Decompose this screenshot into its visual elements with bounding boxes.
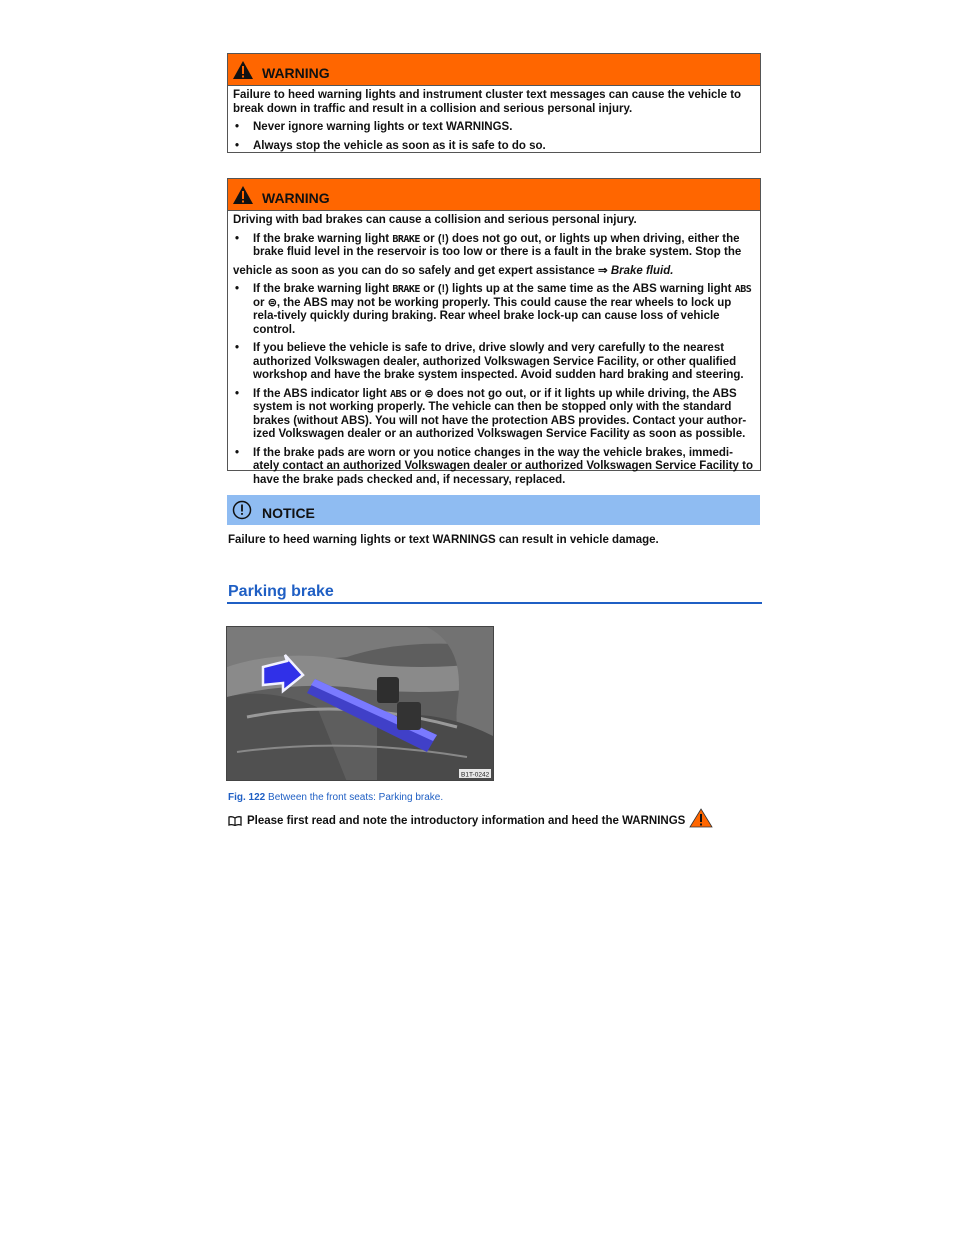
warning-title: WARNING	[262, 64, 330, 81]
warning-triangle-icon[interactable]	[689, 808, 713, 828]
list-item: • If you believe the vehicle is safe to drive, drive slowly and very carefully to the nearest authorized Volkswagen dealer, authorized Volkswagen Service Facility, or other qualified workshop and have the brake system inspected. Avoid sudden hard braking and steering.	[235, 342, 744, 381]
list-item: • If the ABS indicator light ABS or ⊜ does not go out, or if it lights up while driving, the ABS system is not working properly. The vehicle can then be stopped only with the standard brakes (without ABS). You will not have the protection ABS provides. Contact your author-ized Volkswagen dealer or an authorized Volkswagen Service Facility as soon as possible.	[235, 387, 747, 440]
notice-text: Failure to heed warning lights or text WARNINGS can result in vehicle damage.	[228, 534, 659, 546]
warning-title: WARNING	[262, 189, 330, 206]
brake-fluid-link[interactable]: Brake fluid.	[610, 264, 674, 277]
warning-continuation: vehicle as soon as you can do so safely and get expert assistance ⇒ Brake fluid.	[233, 264, 674, 277]
warning-intro: Driving with bad brakes can cause a collision and serious personal injury.	[233, 214, 637, 226]
warning-box-2	[227, 178, 761, 486]
list-item: • Always stop the vehicle as soon as it is safe to do so.	[235, 139, 546, 152]
warning-box-1	[227, 53, 761, 153]
figure-caption: Fig. 122 Between the front seats: Parking brake.	[228, 792, 444, 803]
abs-circle-icon: ⊜	[267, 296, 277, 309]
reference-arrow-icon: ⇒	[597, 264, 608, 277]
notice-header	[227, 495, 760, 525]
abs-circle-icon: ⊜	[424, 387, 434, 400]
list-item: • If the brake warning light BRAKE or (!) does not go out, or lights up when driving, either the brake fluid level in the reservoir is too low or there is a fault in the brake system. Stop the	[235, 232, 742, 258]
abs-warning-symbol: ABS	[734, 284, 752, 295]
warning-triangle-icon	[232, 185, 254, 205]
parking-brake-illustration	[227, 627, 494, 781]
warning-header	[228, 54, 760, 86]
section-title: Parking brake	[228, 583, 334, 600]
warning-triangle-icon	[232, 60, 254, 80]
brake-warning-symbol: BRAKE	[392, 284, 420, 295]
abs-warning-symbol: ABS	[389, 388, 407, 400]
brake-circle-icon: (!)	[437, 232, 449, 245]
parking-brake-figure	[226, 626, 494, 781]
notice-exclamation-icon	[232, 500, 252, 520]
notice-title: NOTICE	[262, 505, 315, 521]
list-item: • Never ignore warning lights or text WARNINGS.	[235, 121, 513, 133]
section-divider	[227, 602, 762, 604]
figure-code: B1T-0242	[461, 771, 490, 779]
intro-text: Please first read and note the introductory information and heed the WARNINGS	[247, 815, 686, 827]
warning-header	[228, 179, 760, 211]
brake-circle-icon: (!)	[437, 283, 449, 295]
intro-line	[228, 814, 713, 828]
warning-intro: Failure to heed warning lights and instrument cluster text messages can cause the vehicle to break down in traffic and result in a collision and serious personal injury.	[233, 89, 742, 115]
book-icon	[228, 816, 242, 826]
brake-warning-symbol: BRAKE	[392, 233, 420, 245]
list-item: • If the brake warning light BRAKE or (!) lights up at the same time as the ABS warning light ABS or ⊜, the ABS may not be working properly. This could cause the rear wheels to lock up rela-tively quickly during braking. Rear wheel brake lock-up can cause loss of vehicle control.	[235, 283, 752, 336]
list-item: • If the brake pads are worn or you notice changes in the way the vehicle brakes, immedi-ately contact an authorized Volkswagen dealer or authorized Volkswagen Service Facility to have the brake pads checked and, if necessary, replaced.	[235, 446, 753, 486]
